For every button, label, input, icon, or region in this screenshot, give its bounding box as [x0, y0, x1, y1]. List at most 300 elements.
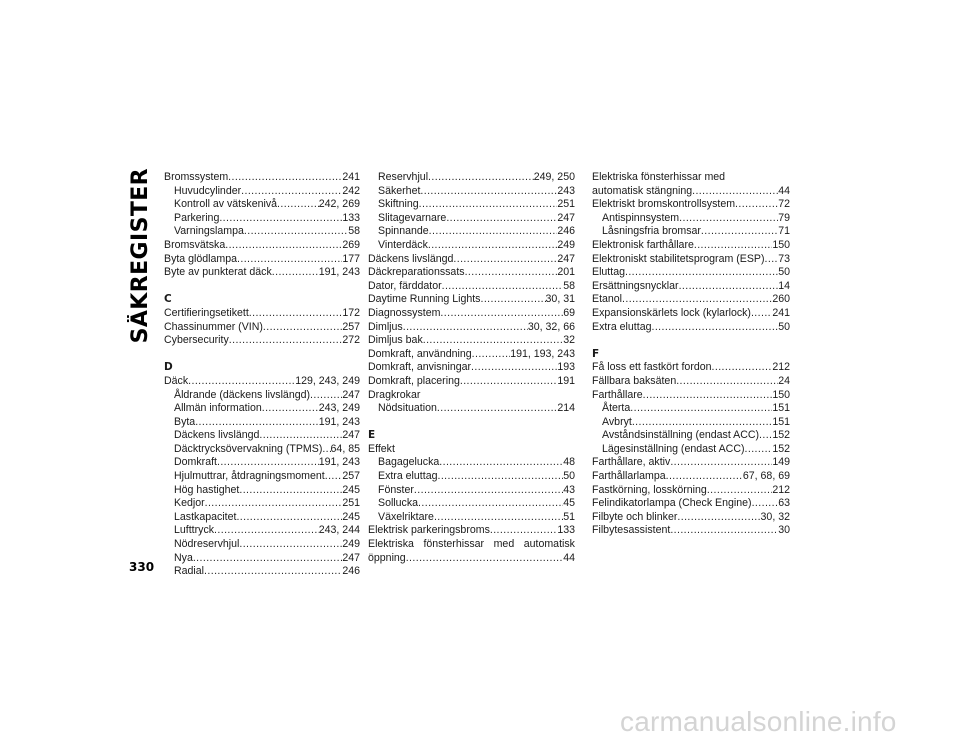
- dot-leader: [446, 212, 557, 226]
- dot-leader: [632, 416, 772, 430]
- index-page-refs: 257: [342, 470, 360, 483]
- index-page-refs: 64, 85: [330, 442, 360, 455]
- index-page-refs: 30, 32, 66: [527, 320, 575, 333]
- index-subentry: [368, 198, 575, 212]
- index-page-refs: 50: [563, 470, 575, 483]
- dot-leader: [751, 307, 772, 321]
- index-subentry: [164, 198, 360, 212]
- index-term: Däck: [164, 374, 189, 387]
- index-entry: [592, 253, 790, 267]
- index-page-refs: 151: [772, 415, 790, 428]
- index-letter-heading: E: [368, 429, 376, 442]
- dot-leader: [263, 321, 342, 335]
- index-term: Dimljus: [368, 320, 403, 333]
- dot-leader: [228, 171, 342, 185]
- dot-leader: [272, 266, 319, 280]
- index-term: Däckreparationssats: [368, 266, 465, 279]
- index-entry-word: med: [493, 538, 515, 551]
- dot-leader: [490, 524, 557, 538]
- index-page-refs: 50: [778, 320, 790, 333]
- dot-leader: [193, 552, 342, 566]
- index-term: Farthållarlampa: [592, 470, 666, 483]
- index-subentry: [164, 524, 360, 538]
- index-term: Byte av punkterat däck: [164, 266, 272, 279]
- dot-leader: [322, 443, 330, 457]
- dot-leader: [622, 293, 772, 307]
- dot-leader: [249, 307, 343, 321]
- index-term: Felindikatorlampa (Check Engine): [592, 497, 752, 510]
- dot-leader: [651, 321, 778, 335]
- dot-leader: [414, 484, 563, 498]
- index-page-refs: 133: [557, 524, 575, 537]
- index-entry: [592, 321, 790, 335]
- index-term: Byta glödlampa: [164, 252, 238, 265]
- index-page-refs: 150: [772, 388, 790, 401]
- index-subentry: [164, 470, 360, 484]
- index-subentry: [164, 484, 360, 498]
- dot-leader: [745, 443, 773, 457]
- dot-leader: [701, 225, 778, 239]
- index-term: Lufttryck: [174, 524, 215, 537]
- index-entry: [592, 375, 790, 389]
- dot-leader: [428, 239, 557, 253]
- index-term: Nya: [174, 551, 193, 564]
- dot-leader: [692, 185, 778, 199]
- index-subentry: [164, 389, 360, 403]
- index-subentry: [368, 239, 575, 253]
- dot-leader: [625, 266, 778, 280]
- index-term: Parkering: [174, 211, 220, 224]
- dot-leader: [420, 185, 557, 199]
- index-subentry: [368, 225, 575, 239]
- index-entry: [592, 239, 790, 253]
- index-page-refs: 272: [342, 334, 360, 347]
- index-term: Slitagevarnare: [378, 211, 447, 224]
- index-entry: [164, 334, 360, 348]
- dot-leader: [694, 239, 772, 253]
- index-subentry: [164, 565, 360, 579]
- index-term: Hjulmuttrar, åtdragningsmoment: [174, 470, 325, 483]
- index-term: Reservhjul: [378, 171, 429, 183]
- index-entry: [368, 266, 575, 280]
- index-subentry: [368, 497, 575, 511]
- dot-leader: [752, 497, 779, 511]
- index-term: Eluttag: [592, 266, 625, 279]
- index-entry: [368, 524, 575, 538]
- index-term: Avbryt: [602, 415, 632, 428]
- dot-leader: [429, 225, 558, 239]
- index-entry: [592, 266, 790, 280]
- index-entry: [592, 470, 790, 484]
- index-entry: [164, 253, 360, 267]
- index-page-refs: 243, 249: [318, 402, 360, 415]
- index-term: Domkraft, placering: [368, 374, 460, 387]
- index-term: Ersättningsnycklar: [592, 279, 679, 292]
- dot-leader: [219, 212, 342, 226]
- index-term: Åldrande (däckens livslängd): [174, 388, 311, 401]
- index-subentry: [368, 402, 575, 416]
- index-page-refs: 149: [772, 456, 790, 469]
- dot-leader: [679, 212, 778, 226]
- index-subentry: [368, 171, 575, 185]
- index-entry: [592, 307, 790, 321]
- index-term: Huvudcylinder: [174, 184, 242, 197]
- dot-leader: [419, 198, 558, 212]
- index-term: Domkraft: [174, 456, 217, 469]
- index-page-refs: 247: [557, 252, 575, 265]
- dot-leader: [670, 524, 778, 538]
- index-entry: [592, 484, 790, 498]
- index-page-refs: 241: [342, 171, 360, 183]
- index-page-refs: 24: [778, 374, 790, 387]
- index-page-refs: 133: [342, 211, 360, 224]
- index-term: Lastkapacitet: [174, 510, 237, 523]
- index-term: Säkerhet: [378, 184, 421, 197]
- index-entry: [368, 307, 575, 321]
- index-term: Elektroniskt stabilitetsprogram (ESP): [592, 252, 765, 265]
- index-subentry: [592, 225, 790, 239]
- index-subentry: [592, 443, 790, 457]
- index-term: Nödsituation: [378, 402, 437, 415]
- index-subentry: [164, 185, 360, 199]
- index-term: Bagagelucka: [378, 456, 440, 469]
- dot-leader: [195, 416, 319, 430]
- index-subentry: [592, 402, 790, 416]
- index-page-refs: 150: [772, 238, 790, 251]
- index-entry: [368, 348, 575, 362]
- index-term: Radial: [174, 565, 205, 578]
- index-entry-word: fönsterhissar: [423, 538, 485, 551]
- index-term: Lägesinställning (endast ACC): [602, 442, 745, 455]
- index-page-refs: 151: [772, 402, 790, 415]
- index-entry: [592, 456, 790, 470]
- index-term: Bromsvätska: [164, 238, 226, 251]
- index-term: Dator, färddator: [368, 279, 442, 292]
- index-term: Daytime Running Lights: [368, 293, 481, 306]
- index-entry: [592, 361, 790, 375]
- index-page-refs: 48: [563, 456, 575, 469]
- index-subentry: [164, 212, 360, 226]
- index-page-refs: 257: [342, 320, 360, 333]
- index-page-refs: 247: [557, 211, 575, 224]
- index-entry: [592, 293, 790, 307]
- dot-leader: [214, 524, 319, 538]
- index-entry: [592, 524, 790, 538]
- dot-leader: [434, 511, 563, 525]
- index-term: Diagnossystem: [368, 306, 441, 319]
- index-entry: [368, 552, 575, 566]
- dot-leader: [460, 375, 557, 389]
- index-page-refs: 246: [557, 225, 575, 238]
- index-subentry: [164, 538, 360, 552]
- index-entry: Dragkrokar: [368, 388, 421, 401]
- index-term: Fönster: [378, 483, 414, 496]
- index-term: Filbyte och blinker: [592, 510, 678, 523]
- index-page-refs: 191: [557, 374, 575, 387]
- dot-leader: [225, 239, 342, 253]
- dot-leader: [735, 198, 778, 212]
- index-term: Certifieringsetikett: [164, 306, 249, 319]
- index-term: Extra eluttag: [592, 320, 652, 333]
- index-page-refs: 247: [342, 388, 360, 401]
- dot-leader: [236, 511, 342, 525]
- index-term: Skiftning: [378, 198, 419, 211]
- dot-leader: [244, 225, 348, 239]
- index-column-2: [368, 171, 575, 565]
- dot-leader: [437, 402, 557, 416]
- dot-leader: [188, 375, 295, 389]
- dot-leader: [670, 456, 772, 470]
- dot-leader: [428, 171, 534, 185]
- index-page-refs: 32: [563, 334, 575, 347]
- index-subentry: [592, 212, 790, 226]
- index-letter-heading: C: [164, 293, 172, 306]
- index-page-refs: 14: [778, 279, 790, 292]
- index-term: automatisk stängning: [592, 184, 693, 197]
- index-subentry: [164, 552, 360, 566]
- index-page-refs: 69: [563, 306, 575, 319]
- index-page-refs: 246: [342, 565, 360, 578]
- dot-leader: [259, 429, 342, 443]
- page-number: 330: [129, 560, 155, 574]
- index-term: Dimljus bak: [368, 334, 423, 347]
- index-page-refs: 63: [778, 497, 790, 510]
- dot-leader: [205, 497, 343, 511]
- index-term: Elektrisk parkeringsbroms: [368, 524, 490, 537]
- index-subentry: [164, 511, 360, 525]
- index-page-refs: 243: [557, 184, 575, 197]
- dot-leader: [677, 511, 760, 525]
- index-page-refs: 72: [778, 198, 790, 211]
- dot-leader: [440, 307, 563, 321]
- index-term: Få loss ett fastkört fordon: [592, 361, 712, 374]
- index-page-refs: 30, 31: [545, 293, 575, 306]
- index-subentry: [164, 416, 360, 430]
- index-page-refs: 249: [557, 238, 575, 251]
- index-column-3: [592, 171, 790, 538]
- dot-leader: [676, 375, 778, 389]
- dot-leader: [630, 402, 772, 416]
- index-page-refs: 251: [342, 497, 360, 510]
- index-entry: [164, 375, 360, 389]
- index-entry: [368, 280, 575, 294]
- index-subentry: [164, 225, 360, 239]
- index-entry: [368, 375, 575, 389]
- index-subentry: [368, 484, 575, 498]
- index-entry-word: Elektriska: [368, 538, 414, 551]
- dot-leader: [262, 402, 319, 416]
- index-page-refs: 177: [342, 252, 360, 265]
- index-term: Chassinummer (VIN): [164, 320, 263, 333]
- index-entry: [164, 321, 360, 335]
- index-page-refs: 212: [772, 483, 790, 496]
- index-subentry: [368, 470, 575, 484]
- dot-leader: [237, 253, 342, 267]
- index-page-refs: 30, 32: [760, 510, 790, 523]
- index-column-1: [164, 171, 360, 579]
- index-term: Byta: [174, 415, 196, 428]
- index-entry: [592, 280, 790, 294]
- index-page-refs: 269: [342, 238, 360, 251]
- index-page-refs: 73: [778, 252, 790, 265]
- dot-leader: [465, 266, 558, 280]
- index-entry: [164, 171, 360, 185]
- index-term: Elektronisk farthållare: [592, 238, 694, 251]
- index-page-refs: 152: [772, 429, 790, 442]
- index-entry: [368, 253, 575, 267]
- index-term: Farthållare, aktiv: [592, 456, 671, 469]
- index-entry: [368, 334, 575, 348]
- index-entry: Elektriska fönsterhissar med: [592, 171, 726, 183]
- index-term: Farthållare: [592, 388, 643, 401]
- index-page-refs: 58: [563, 279, 575, 292]
- index-page-refs: 45: [563, 497, 575, 510]
- index-term: Hög hastighet: [174, 483, 240, 496]
- dot-leader: [707, 484, 772, 498]
- index-entry: [368, 538, 575, 552]
- index-term: Cybersecurity: [164, 334, 229, 347]
- index-term: Varningslampa: [174, 225, 244, 238]
- index-subentry: [164, 402, 360, 416]
- index-page-refs: 245: [342, 510, 360, 523]
- index-term: Vinterdäck: [378, 238, 428, 251]
- index-page-refs: 58: [348, 225, 360, 238]
- index-page-refs: 241: [772, 306, 790, 319]
- index-page-refs: 201: [557, 266, 575, 279]
- index-page-refs: 43: [563, 483, 575, 496]
- index-term: Filbytesassistent: [592, 524, 671, 537]
- index-page-refs: 242: [342, 184, 360, 197]
- dot-leader: [325, 470, 343, 484]
- index-subentry: [164, 429, 360, 443]
- dot-leader: [217, 456, 319, 470]
- dot-leader: [277, 198, 319, 212]
- index-page-refs: 251: [557, 198, 575, 211]
- index-term: Växelriktare: [378, 510, 434, 523]
- index-term: Etanol: [592, 293, 623, 306]
- dot-leader: [239, 484, 342, 498]
- index-page-refs: 214: [557, 402, 575, 415]
- index-page-refs: 249, 250: [533, 171, 575, 183]
- index-term: Avståndsinställning (endast ACC): [602, 429, 760, 442]
- index-subentry: [368, 185, 575, 199]
- index-page-refs: 191, 243: [318, 456, 360, 469]
- dot-leader: [480, 293, 545, 307]
- index-term: Återta: [602, 402, 631, 415]
- index-subentry: [592, 429, 790, 443]
- index-term: Domkraft, anvisningar: [368, 361, 472, 374]
- index-term: öppning: [368, 551, 406, 564]
- dot-leader: [310, 389, 342, 403]
- index-entry: [368, 361, 575, 375]
- dot-leader: [759, 429, 772, 443]
- index-entry: [164, 266, 360, 280]
- dot-leader: [643, 389, 773, 403]
- index-page-refs: 51: [563, 510, 575, 523]
- index-page-refs: 191, 193, 243: [510, 347, 575, 360]
- index-term: Elektriskt bromskontrollsystem: [592, 198, 736, 211]
- section-title: SÄKREGISTER: [128, 168, 153, 344]
- index-term: Kontroll av vätskenivå: [174, 198, 278, 211]
- index-page-refs: 245: [342, 483, 360, 496]
- index-page-refs: 129, 243, 249: [295, 374, 360, 387]
- index-term: Expansionskärlets lock (kylarlock): [592, 306, 751, 319]
- index-page-refs: 212: [772, 361, 790, 374]
- index-entry: [592, 389, 790, 403]
- index-term: Antispinnsystem: [602, 211, 680, 224]
- index-page-refs: 79: [778, 211, 790, 224]
- index-term: Låsningsfria bromsar: [602, 225, 701, 238]
- dot-leader: [712, 361, 773, 375]
- index-page-refs: 152: [772, 442, 790, 455]
- index-subentry: [368, 212, 575, 226]
- dot-leader: [406, 552, 563, 566]
- index-subentry: [164, 456, 360, 470]
- index-page-refs: 44: [778, 184, 790, 197]
- index-term: Fastkörning, losskörning: [592, 483, 707, 496]
- index-page-refs: 243, 244: [318, 524, 360, 537]
- index-entry: [164, 307, 360, 321]
- dot-leader: [229, 334, 343, 348]
- dot-leader: [241, 185, 342, 199]
- dot-leader: [418, 497, 563, 511]
- index-page-refs: 193: [557, 361, 575, 374]
- index-term: Kedjor: [174, 497, 205, 510]
- index-term: Bromssystem: [164, 171, 229, 183]
- index-subentry: [368, 456, 575, 470]
- index-page-refs: 247: [342, 551, 360, 564]
- index-subentry: [592, 416, 790, 430]
- index-subentry: [368, 511, 575, 525]
- watermark: carmanualsonline.info: [620, 706, 897, 737]
- index-entry: [368, 293, 575, 307]
- dot-leader: [437, 470, 563, 484]
- index-page-refs: 50: [778, 266, 790, 279]
- index-page-refs: 30: [778, 524, 790, 537]
- dot-leader: [679, 280, 779, 294]
- index-page-refs: 249: [342, 538, 360, 551]
- index-page-refs: 71: [778, 225, 790, 238]
- index-term: Nödreservhjul: [174, 538, 240, 551]
- index-term: Domkraft, användning: [368, 347, 472, 360]
- index-entry: [592, 185, 790, 199]
- index-term: Spinnande: [378, 225, 429, 238]
- index-entry-word: automatisk: [523, 538, 575, 551]
- index-letter-heading: D: [164, 361, 173, 374]
- index-term: Sollucka: [378, 497, 419, 510]
- index-entry: [592, 198, 790, 212]
- index-entry: Effekt: [368, 442, 395, 455]
- index-letter-heading: F: [592, 347, 600, 360]
- index-entry: [592, 511, 790, 525]
- index-term: Däcktrycksövervakning (TPMS): [174, 442, 323, 455]
- index-subentry: [164, 497, 360, 511]
- dot-leader: [472, 348, 511, 362]
- index-entry: [592, 497, 790, 511]
- dot-leader: [765, 253, 779, 267]
- index-page-refs: 191, 243: [318, 266, 360, 279]
- dot-leader: [204, 565, 342, 579]
- index-page-refs: 260: [772, 293, 790, 306]
- index-term: Däckens livslängd: [368, 252, 454, 265]
- index-term: Extra eluttag: [378, 470, 438, 483]
- dot-leader: [439, 456, 563, 470]
- index-page-refs: 172: [342, 306, 360, 319]
- index-term: Fällbara baksäten: [592, 374, 677, 387]
- index-page-refs: 44: [563, 551, 575, 564]
- index-subentry: [164, 443, 360, 457]
- index-page-refs: 191, 243: [318, 415, 360, 428]
